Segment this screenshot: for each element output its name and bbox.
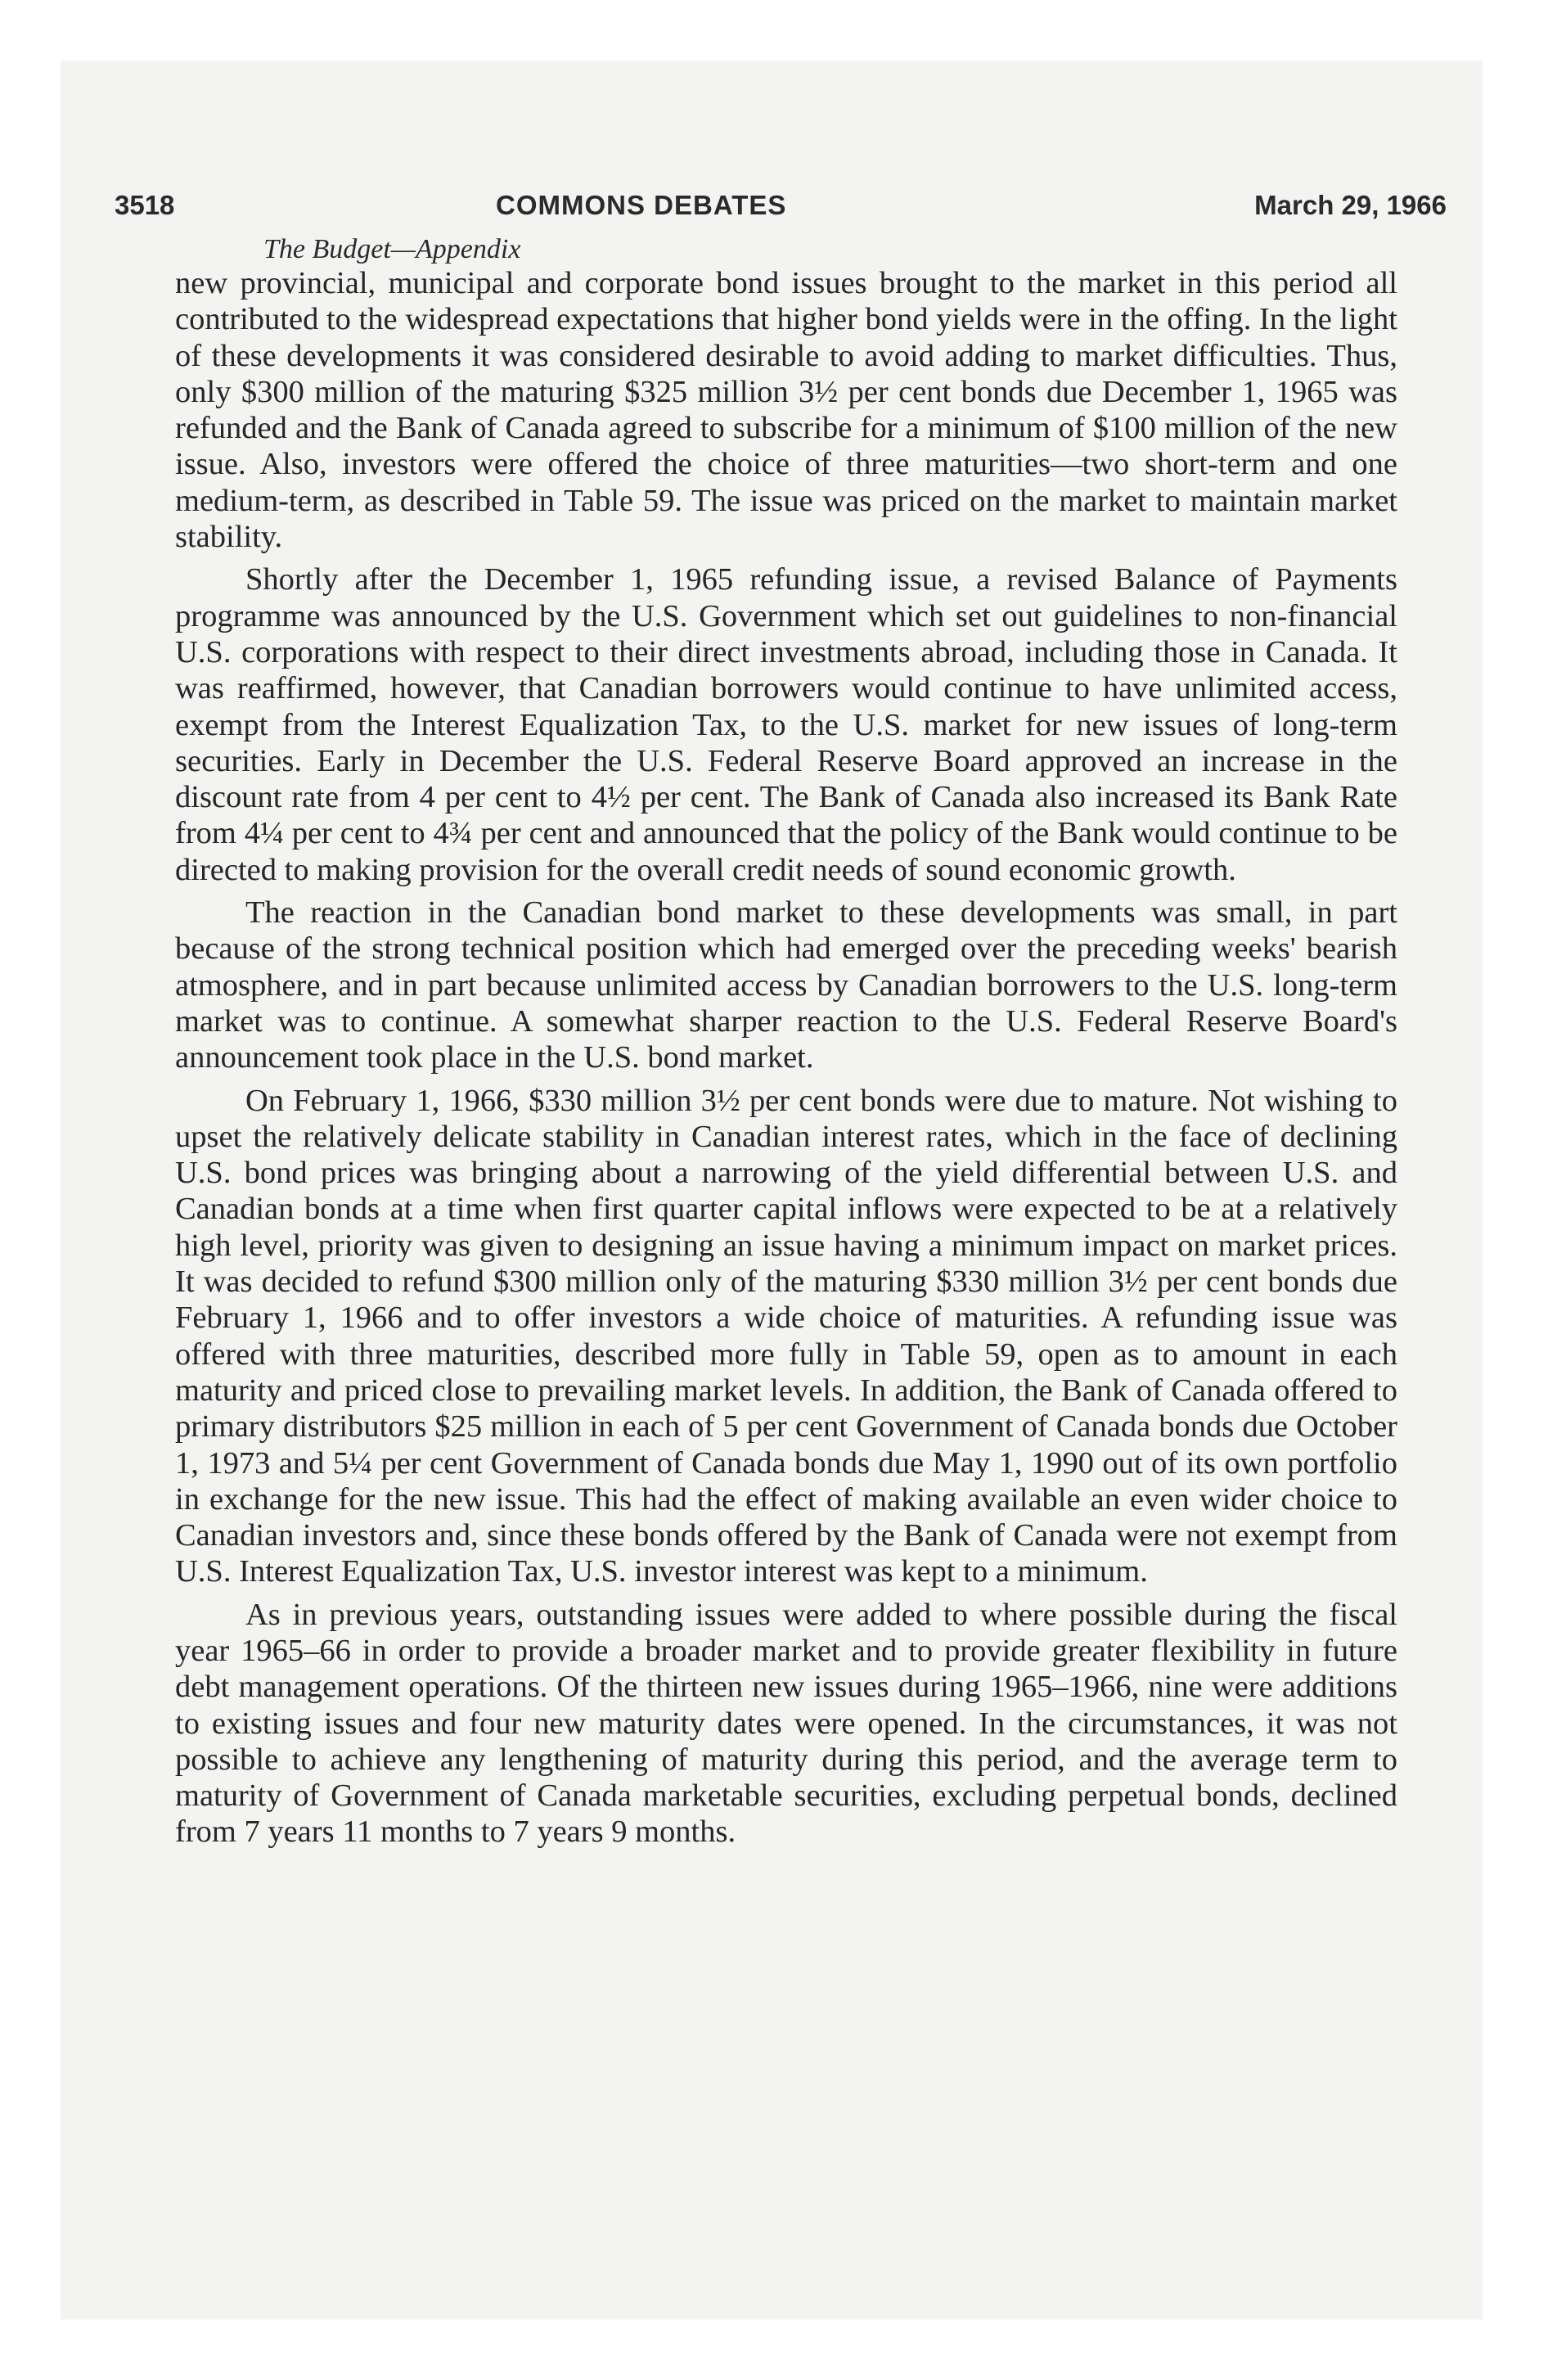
page-number: 3518 — [115, 190, 175, 220]
section-title: The Budget—Appendix — [263, 234, 521, 264]
paragraph: The reaction in the Canadian bond market to these developments was small, in part because of the strong technical position which had emerged over the preceding weeks' bearish atmosphere, and in part because unlimited access by Canadian borrowers to the U.S. long-term market was to continue. A somewhat sharper reaction to the U.S. Federal Reserve Board's announcement took place in the U.S. bond market. — [175, 895, 1397, 1075]
paragraph: Shortly after the December 1, 1965 refunding issue, a revised Balance of Payments programme was announced by the U.S. Government which set out guidelines to non-financial U.S. corporations with respect to their direct investments abroad, including those in Canada. It was reaffirmed, however, that Canadian borrowers would continue to have unlimited access, exempt from the Interest Equalization Tax, to the U.S. market for new issues of long-term securities. Early in December the U.S. Federal Reserve Board approved an increase in the discount rate from 4 per cent to 4½ per cent. The Bank of Canada also increased its Bank Rate from 4¼ per cent to 4¾ per cent and announced that the policy of the Bank would continue to be directed to making provision for the overall credit needs of sound economic growth. — [175, 562, 1397, 887]
body-text — [175, 265, 1397, 2139]
page-header — [115, 190, 1447, 231]
publication-date: March 29, 1966 — [1254, 190, 1447, 220]
paragraph: As in previous years, outstanding issues were added to where possible during the fiscal year 1965–66 in order to provide a broader market and to provide greater flexibility in future debt management operations. Of the thirteen new issues during 1965–1966, nine were additions to existing issues and four new maturity dates were opened. In the circumstances, it was not possible to achieve any lengthening of maturity during this period, and the average term to maturity of Government of Canada marketable securities, excluding perpetual bonds, declined from 7 years 11 months to 7 years 9 months. — [175, 1597, 1397, 1850]
publication-title: COMMONS DEBATES — [496, 190, 787, 220]
paragraph: new provincial, municipal and corporate bond issues brought to the market in this period all contributed to the widespread expectations that higher bond yields were in the offing. In the light of these developments it was considered desirable to avoid adding to market difficulties. Thus, only $300 million of the maturing $325 million 3½ per cent bonds due December 1, 1965 was refunded and the Bank of Canada agreed to subscribe for a minimum of $100 million of the new issue. Also, investors were offered the choice of three maturities—two short-term and one medium-term, as described in Table 59. The issue was priced on the market to maintain market stability. — [175, 266, 1397, 555]
paragraph: On February 1, 1966, $330 million 3½ per cent bonds were due to mature. Not wishing to upset the relatively delicate stability in Canadian interest rates, which in the face of declining U.S. bond prices was bringing about a narrowing of the yield differential between U.S. and Canadian bonds at a time when first quarter capital inflows were expected to be at a relatively high level, priority was given to designing an issue having a minimum impact on market prices. It was decided to refund $300 million only of the maturing $330 million 3½ per cent bonds due February 1, 1966 and to offer investors a wide choice of maturities. A refunding issue was offered with three maturities, described more fully in Table 59, open as to amount in each maturity and priced close to prevailing market levels. In addition, the Bank of Canada offered to primary distributors $25 million in each of 5 per cent Government of Canada bonds due October 1, 1973 and 5¼ per cent Government of Canada bonds due May 1, 1990 out of its own portfolio in exchange for the new issue. This had the effect of making available an even wider choice to Canadian investors and, since these bonds offered by the Bank of Canada were not exempt from U.S. Interest Equalization Tax, U.S. investor interest was kept to a minimum. — [175, 1083, 1397, 1589]
